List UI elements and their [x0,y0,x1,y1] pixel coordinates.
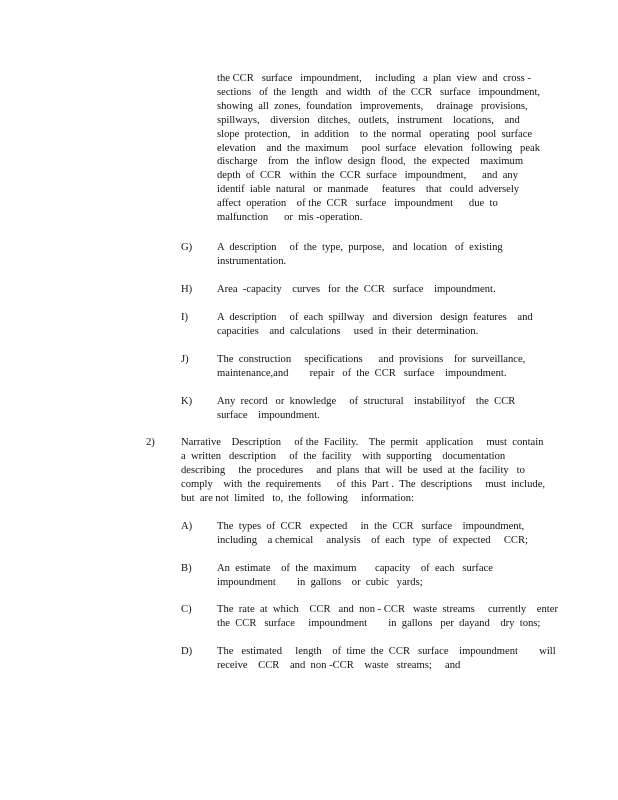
text-line: Any record or knowledge of structural instabilityof the CCR [217,396,516,407]
text-line: but are not limited to, the following information: [181,492,415,504]
text-line: the CCR surface impoundment in gallons per dayand dry tons; [217,617,541,629]
item-label-a: A) [181,521,193,532]
item-label-k: K) [181,396,193,407]
text-line: capacities and calculations used in their determination. [217,325,479,337]
item-label-h: H) [181,284,193,295]
text-line: comply with the requirements of this Part . The descriptions must include, [181,478,546,490]
text-line: affect operation of the CCR surface impoundment due to [217,198,498,210]
item-h-text [217,283,531,297]
text-line: showing all zones, foundation improvements, drainage provisions, [217,100,528,112]
text-line: Narrative Description of the Facility. The permit application must contain [181,437,544,448]
section-label-2: 2) [146,437,155,448]
text-line: identif iable natural or manmade features that could adversely [217,184,520,196]
text-line: malfunction or mis -operation. [217,212,363,224]
item-j-text [217,353,531,381]
item-label-j: J) [181,354,189,365]
text-line: impoundment in gallons or cubic yards; [217,576,423,588]
item-c-text [217,603,558,631]
text-line: depth of CCR within the CCR surface impoundment, and any [217,170,519,182]
text-line: Area -capacity curves for the CCR surface impoundment. [217,284,496,295]
text-line: receive CCR and non -CCR waste streams; and [217,659,461,671]
text-line: spillways, diversion ditches, outlets, instrument locations, and [217,114,520,126]
item-label-c: C) [181,604,192,615]
text-line: a written description of the facility with supporting documentation [181,450,506,462]
item-g-text [217,241,531,269]
text-line: A description of each spillway and diversion design features and [217,312,533,323]
text-line: slope protection, in addition to the normal operating pool surface [217,128,533,140]
item-i-text [217,311,531,339]
narrative-description-paragraph [181,436,546,506]
item-a-text [217,520,531,548]
item-b-text [217,562,531,590]
text-line: instrumentation. [217,255,287,267]
text-line: maintenance,and repair of the CCR surface impoundment. [217,367,507,379]
text-line: surface impoundment. [217,409,320,421]
continuation-paragraph [217,72,541,225]
text-line: The types of CCR expected in the CCR surface impoundment, [217,521,525,532]
text-line: the CCR surface impoundment, including a plan view and cross - [217,73,531,84]
text-line: including a chemical analysis of each type of expected CCR; [217,534,528,546]
text-line: The rate at which CCR and non - CCR waste streams currently enter [217,604,558,615]
text-line: An estimate of the maximum capacity of each surface [217,563,493,574]
item-label-g: G) [181,242,193,253]
text-line: describing the procedures and plans that will be used at the facility to [181,464,525,476]
item-k-text [217,395,531,423]
text-line: The estimated length of time the CCR surface impoundment will [217,646,556,657]
text-line: The construction specifications and provisions for surveillance, [217,354,526,365]
item-label-d: D) [181,646,193,657]
text-line: sections of the length and width of the CCR surface impoundment, [217,86,541,98]
text-line: A description of the type, purpose, and location of existing [217,242,503,253]
text-line: elevation and the maximum pool surface elevation following peak [217,142,541,154]
item-label-b: B) [181,563,192,574]
item-d-text [217,645,556,673]
text-line: discharge from the inflow design flood, the expected maximum [217,156,524,168]
item-label-i: I) [181,312,189,323]
